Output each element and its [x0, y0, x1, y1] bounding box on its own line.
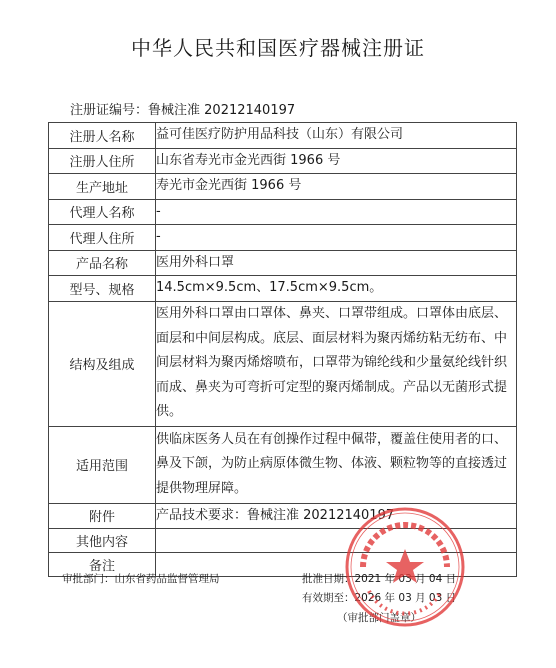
row-value-scope: 供临床医务人员在有创操作过程中佩带，覆盖住使用者的口、鼻及下颌，为防止病原体微生物、体液、颗粒物等的直接透过提供物理屏障。 [156, 426, 517, 503]
table-row [49, 174, 517, 200]
official-seal-icon [343, 505, 467, 629]
seal-note: （审批部门盖章） [337, 612, 421, 624]
row-value-agent-address: - [156, 225, 517, 251]
certificate-title: 中华人民共和国医疗器械注册证 [131, 36, 425, 60]
row-label-registrant-name: 注册人名称 [49, 123, 156, 149]
row-value-model-spec: 14.5cm×9.5cm、17.5cm×9.5cm。 [156, 276, 517, 302]
registration-number-label: 注册证编号： [70, 103, 149, 118]
table-row [49, 250, 517, 276]
registration-number-value: 鲁械注准 20212140197 [148, 103, 296, 118]
approval-date: 批准日期：2021 年 03 月 04 日 [302, 573, 457, 585]
row-value-registrant-name: 益可佳医疗防护用品科技（山东）有限公司 [156, 123, 517, 149]
row-label-remarks: 备注 [49, 553, 156, 577]
row-label-structure: 结构及组成 [49, 301, 156, 426]
table-row [49, 148, 517, 174]
table-row [49, 123, 517, 149]
table-row [49, 426, 517, 503]
row-value-attachment: 产品技术要求：鲁械注准 20212140197 [156, 503, 517, 529]
row-label-scope: 适用范围 [49, 426, 156, 503]
valid-until: 有效期至：2026 年 03 月 03 日 [302, 592, 457, 604]
row-label-other: 其他内容 [49, 529, 156, 553]
row-label-product-name: 产品名称 [49, 250, 156, 276]
row-label-attachment: 附件 [49, 503, 156, 529]
registration-number [70, 99, 295, 118]
table-row [49, 199, 517, 225]
approval-authority: 审批部门：山东省药品监督管理局 [62, 573, 220, 585]
row-label-agent-address: 代理人住所 [49, 225, 156, 251]
row-value-registrant-address: 山东省寿光市金光西街 1966 号 [156, 148, 517, 174]
row-value-structure: 医用外科口罩由口罩体、鼻夹、口罩带组成。口罩体由底层、面层和中间层构成。底层、面层材料为聚丙烯纺粘无纺布、中间层材料为聚丙烯熔喷布，口罩带为锦纶线和少量氨纶线针织而成、鼻夹为可弯折可定型的聚丙烯制成。产品以无菌形式提供。 [156, 301, 517, 426]
row-label-model-spec: 型号、规格 [49, 276, 156, 302]
table-row [49, 301, 517, 426]
row-value-agent-name: - [156, 199, 517, 225]
row-value-product-name: 医用外科口罩 [156, 250, 517, 276]
table-row [49, 276, 517, 302]
row-label-registrant-address: 注册人住所 [49, 148, 156, 174]
table-row [49, 225, 517, 251]
row-label-agent-name: 代理人名称 [49, 199, 156, 225]
row-value-production-address: 寿光市金光西街 1966 号 [156, 174, 517, 200]
row-label-production-address: 生产地址 [49, 174, 156, 200]
